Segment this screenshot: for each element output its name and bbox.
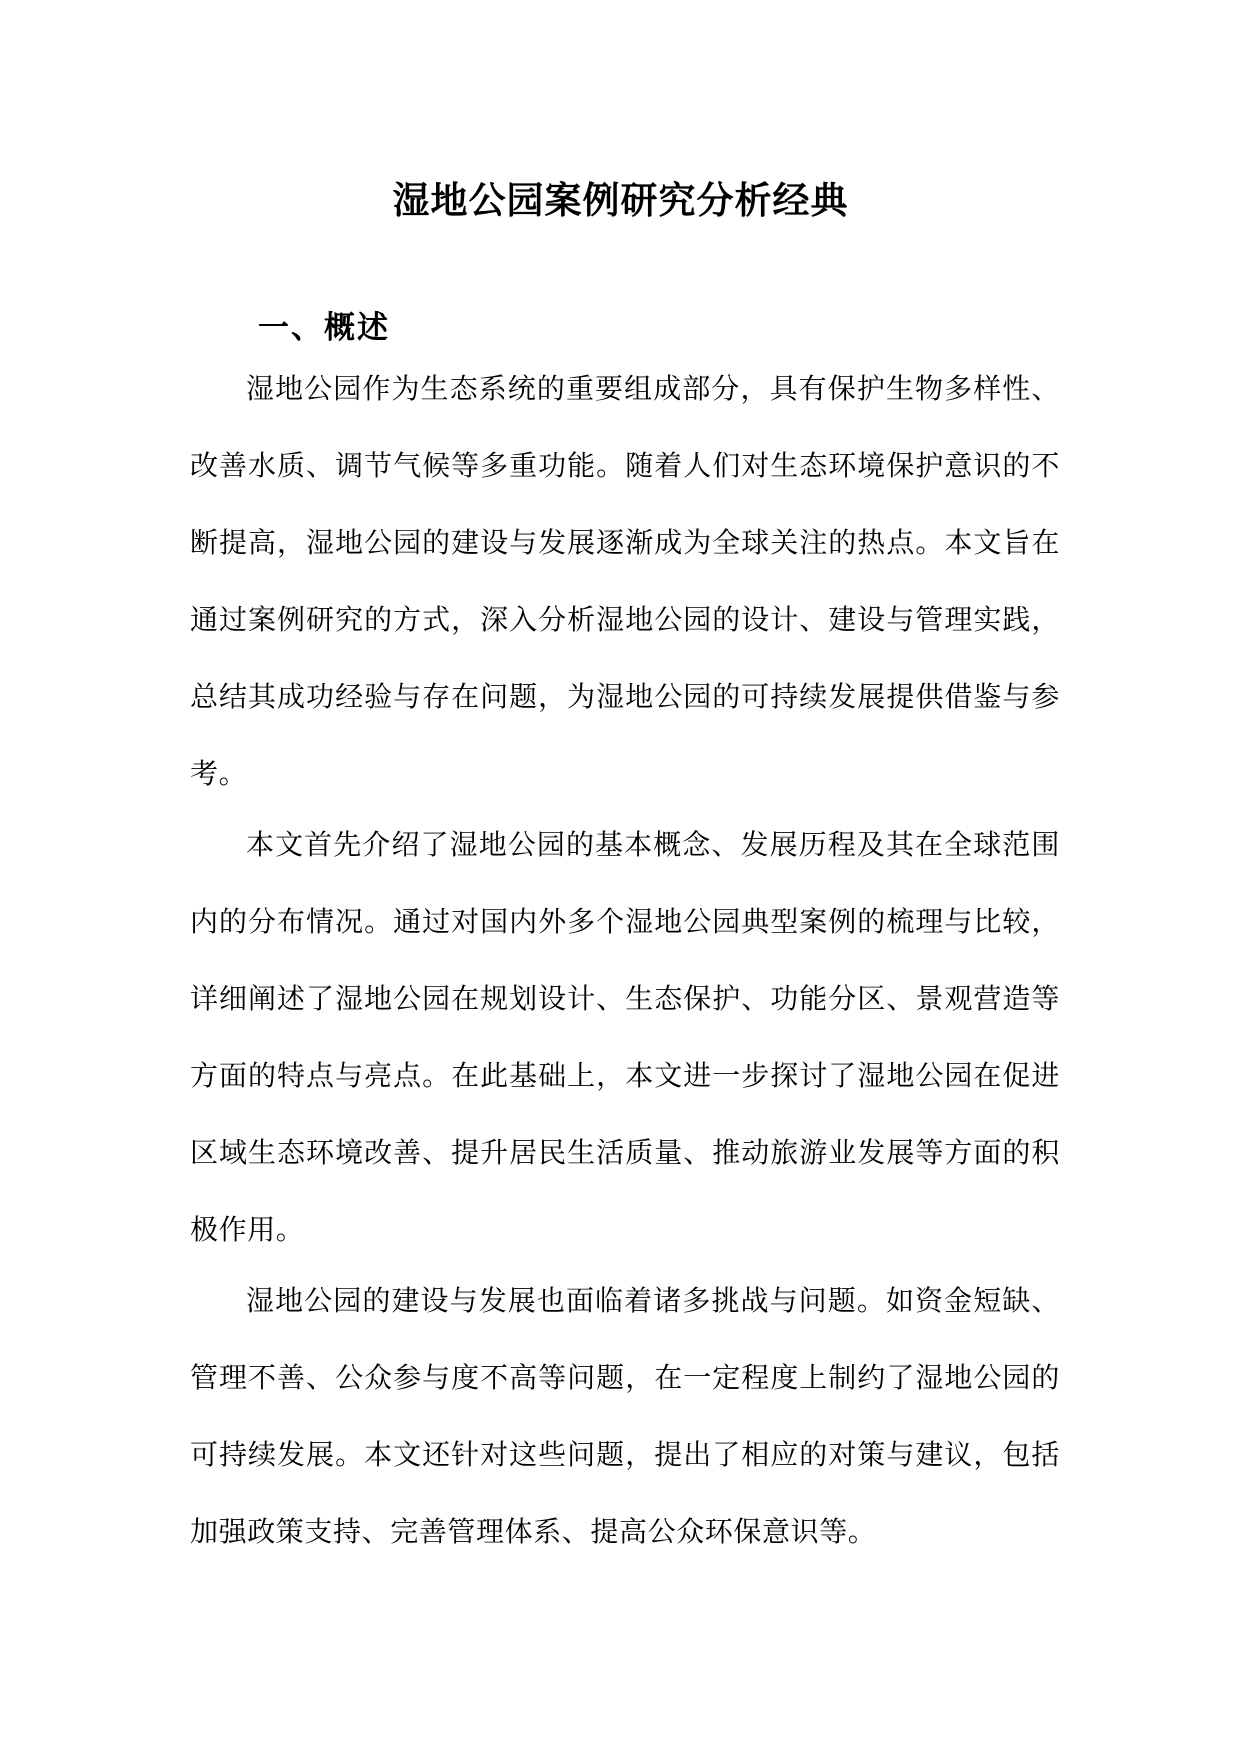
paragraph: 湿地公园的建设与发展也面临着诸多挑战与问题。如资金短缺、管理不善、公众参与度不高等问题，在一定程度上制约了湿地公园的可持续发展。本文还针对这些问题，提出了相应的对策与建议，包括加强政策支持、完善管理体系、提高公众环保意识等。 [190,1284,1060,1548]
document-title: 湿地公园案例研究分析经典 [392,177,849,222]
paragraph: 本文首先介绍了湿地公园的基本概念、发展历程及其在全球范围内的分布情况。通过对国内外多个湿地公园典型案例的梳理与比较，详细阐述了湿地公园在规划设计、生态保护、功能分区、景观营造等方面的特点与亮点。在此基础上，本文进一步探讨了湿地公园在促进区域生态环境改善、提升居民生活质量、推动旅游业发展等方面的积极作用。 [190,828,1060,1246]
section-heading-overview: 一、概述 [258,309,390,346]
paragraph: 湿地公园作为生态系统的重要组成部分，具有保护生物多样性、改善水质、调节气候等多重功能。随着人们对生态环境保护意识的不断提高，湿地公园的建设与发展逐渐成为全球关注的热点。本文旨在通过案例研究的方式，深入分析湿地公园的设计、建设与管理实践，总结其成功经验与存在问题，为湿地公园的可持续发展提供借鉴与参考。 [190,372,1060,790]
